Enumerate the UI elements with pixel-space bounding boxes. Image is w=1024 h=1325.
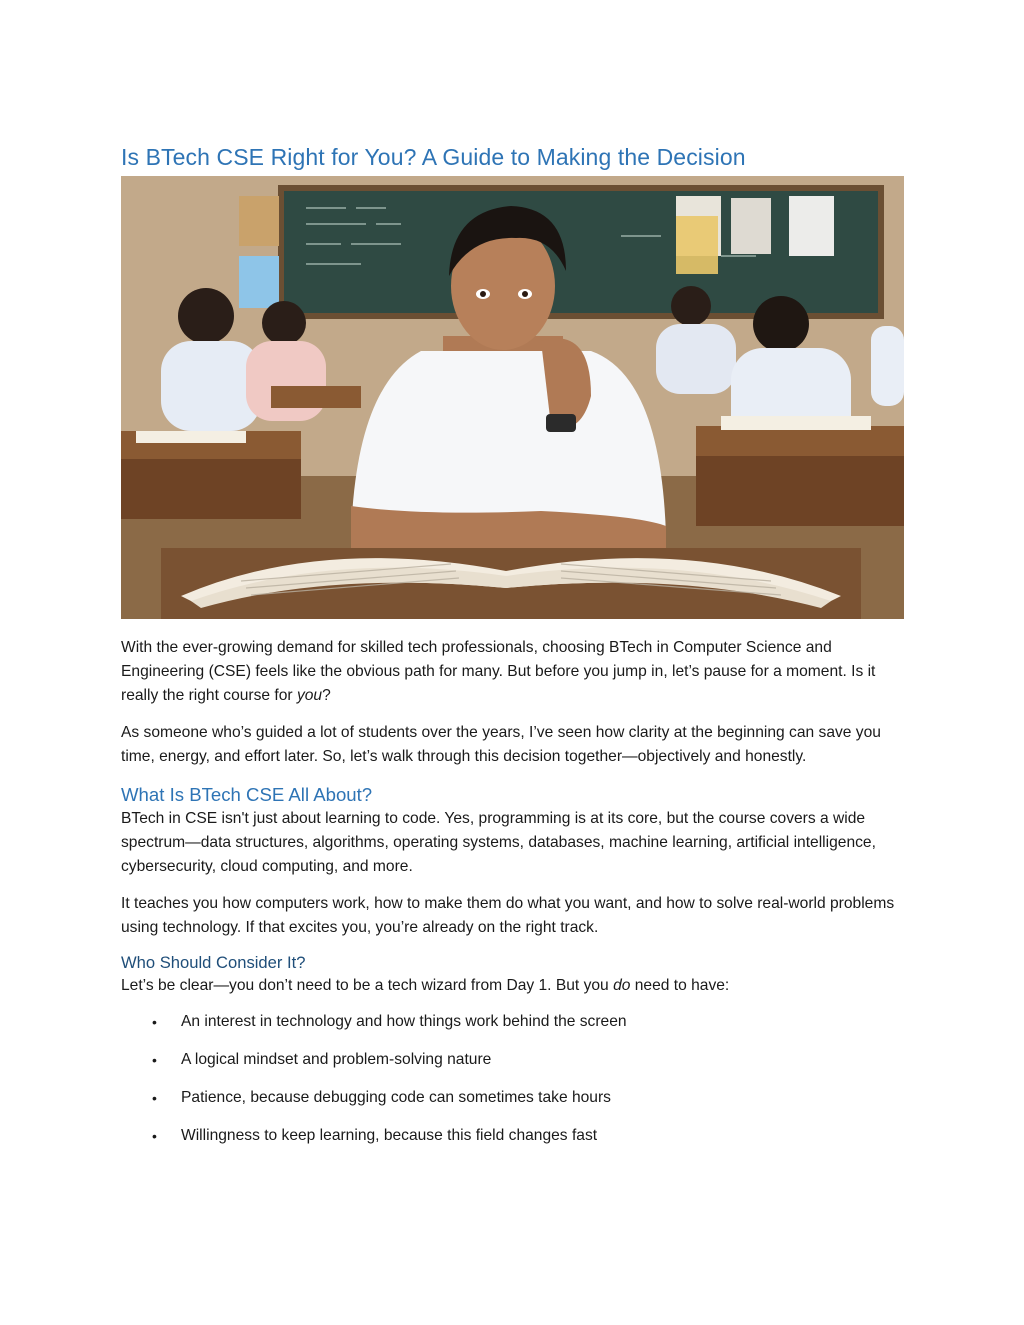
list-item-text: An interest in technology and how things work behind the screen	[181, 1013, 627, 1030]
intro-paragraph-1	[121, 636, 905, 708]
requirements-list	[121, 1010, 905, 1148]
section2-intro-end: need to have:	[630, 977, 730, 994]
intro-paragraph-2: As someone who’s guided a lot of students over the years, I’ve seen how clarity at the beginning can save you time, energy, and effort later. So, let’s walk through this decision together—objectively and honestly.	[121, 724, 881, 765]
list-item-text: Patience, because debugging code can sometimes take hours	[181, 1089, 611, 1106]
hero-image	[121, 176, 904, 619]
classroom-illustration	[121, 176, 904, 619]
intro-p1-text: With the ever-growing demand for skilled tech professionals, choosing BTech in Computer Science and Engineering (CSE) feels like the obvious path for many. But before you jump in, let’s pause for a moment. Is it really the right course for	[121, 639, 876, 704]
section1-paragraph-2: It teaches you how computers work, how to make them do what you want, and how to solve real-world problems using technology. If that excites you, you’re already on the right track.	[121, 895, 895, 936]
section2-intro-emphasis: do	[613, 977, 631, 994]
list-item	[121, 1048, 905, 1072]
section2-intro	[121, 974, 905, 998]
section-heading-who-should: Who Should Consider It?	[121, 953, 306, 972]
bullet-icon: •	[152, 1014, 157, 1030]
bullet-icon: •	[152, 1090, 157, 1106]
intro-p1-emphasis: you	[296, 687, 323, 704]
list-item-text: A logical mindset and problem-solving nature	[181, 1051, 492, 1068]
section1-paragraph-1: BTech in CSE isn't just about learning to code. Yes, programming is at its core, but the course covers a wide spectrum—data structures, algorithms, operating systems, databases, machine learning, artificial intelligence, cybersecurity, cloud computing, and more.	[121, 810, 876, 875]
list-item	[121, 1086, 905, 1110]
bullet-icon: •	[152, 1128, 157, 1144]
list-item-text: Willingness to keep learning, because this field changes fast	[181, 1127, 598, 1144]
bullet-icon: •	[152, 1052, 157, 1068]
page-title: Is BTech CSE Right for You? A Guide to Making the Decision	[121, 144, 746, 170]
section2-intro-text: Let’s be clear—you don’t need to be a tech wizard from Day 1. But you	[121, 977, 614, 994]
list-item	[121, 1124, 905, 1148]
document-page	[121, 140, 905, 1162]
section-heading-what-is: What Is BTech CSE All About?	[121, 784, 373, 805]
intro-p1-end: ?	[322, 687, 331, 704]
list-item	[121, 1010, 905, 1034]
